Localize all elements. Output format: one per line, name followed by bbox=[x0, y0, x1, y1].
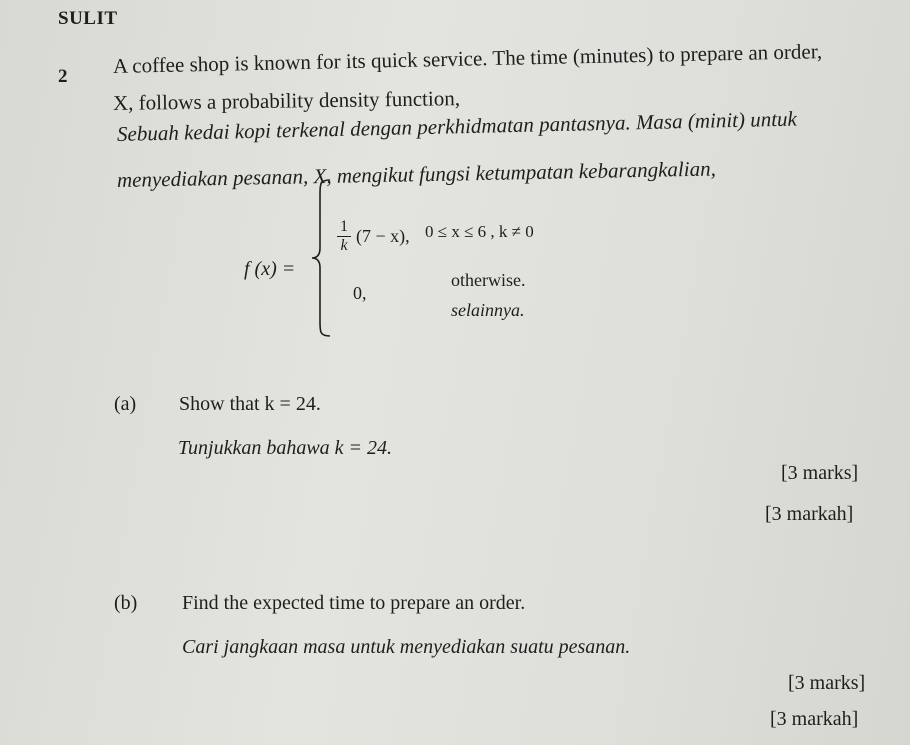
formula-case1-expression: (7 − x), bbox=[356, 226, 410, 246]
part-b-malay: Cari jangkaan masa untuk menyediakan suatu pesanan. bbox=[182, 636, 631, 658]
formula-case2-condition-english: otherwise. bbox=[451, 270, 526, 290]
question-number: 2 bbox=[58, 66, 68, 87]
question-english-line-1: A coffee shop is known for its quick service. The time (minutes) to prepare an order, bbox=[112, 39, 823, 78]
part-b-marks-english: [3 marks] bbox=[788, 672, 866, 694]
formula-case2-condition-malay: selainnya. bbox=[451, 300, 525, 320]
part-b-label: (b) bbox=[114, 592, 138, 614]
part-b-marks-malay: [3 markah] bbox=[770, 708, 859, 730]
fraction-numerator: 1 bbox=[340, 218, 348, 235]
formula-fraction bbox=[336, 218, 352, 255]
formula-case2-expression: 0, bbox=[353, 283, 367, 303]
part-a-english: Show that k = 24. bbox=[179, 393, 321, 415]
question-malay-line-1: Sebuah kedai kopi terkenal dengan perkhidmatan pantasnya. Masa (minit) untuk bbox=[116, 106, 798, 146]
formula-brace bbox=[310, 178, 332, 338]
part-a-malay: Tunjukkan bahawa k = 24. bbox=[178, 437, 393, 459]
part-a-label: (a) bbox=[114, 393, 137, 415]
question-malay-line-2: menyediakan pesanan, X, mengikut fungsi ketumpatan kebarangkalian, bbox=[116, 156, 717, 192]
formula-case1-condition: 0 ≤ x ≤ 6 , k ≠ 0 bbox=[425, 222, 534, 241]
fraction-denominator: k bbox=[340, 237, 348, 254]
part-b-english: Find the expected time to prepare an order. bbox=[182, 592, 526, 614]
formula-lhs: f (x) = bbox=[244, 258, 296, 280]
part-a-marks-english: [3 marks] bbox=[781, 462, 859, 484]
part-a-marks-malay: [3 markah] bbox=[765, 503, 854, 525]
page-header: SULIT bbox=[58, 8, 118, 29]
question-english-line-2: X, follows a probability density function, bbox=[112, 86, 461, 115]
